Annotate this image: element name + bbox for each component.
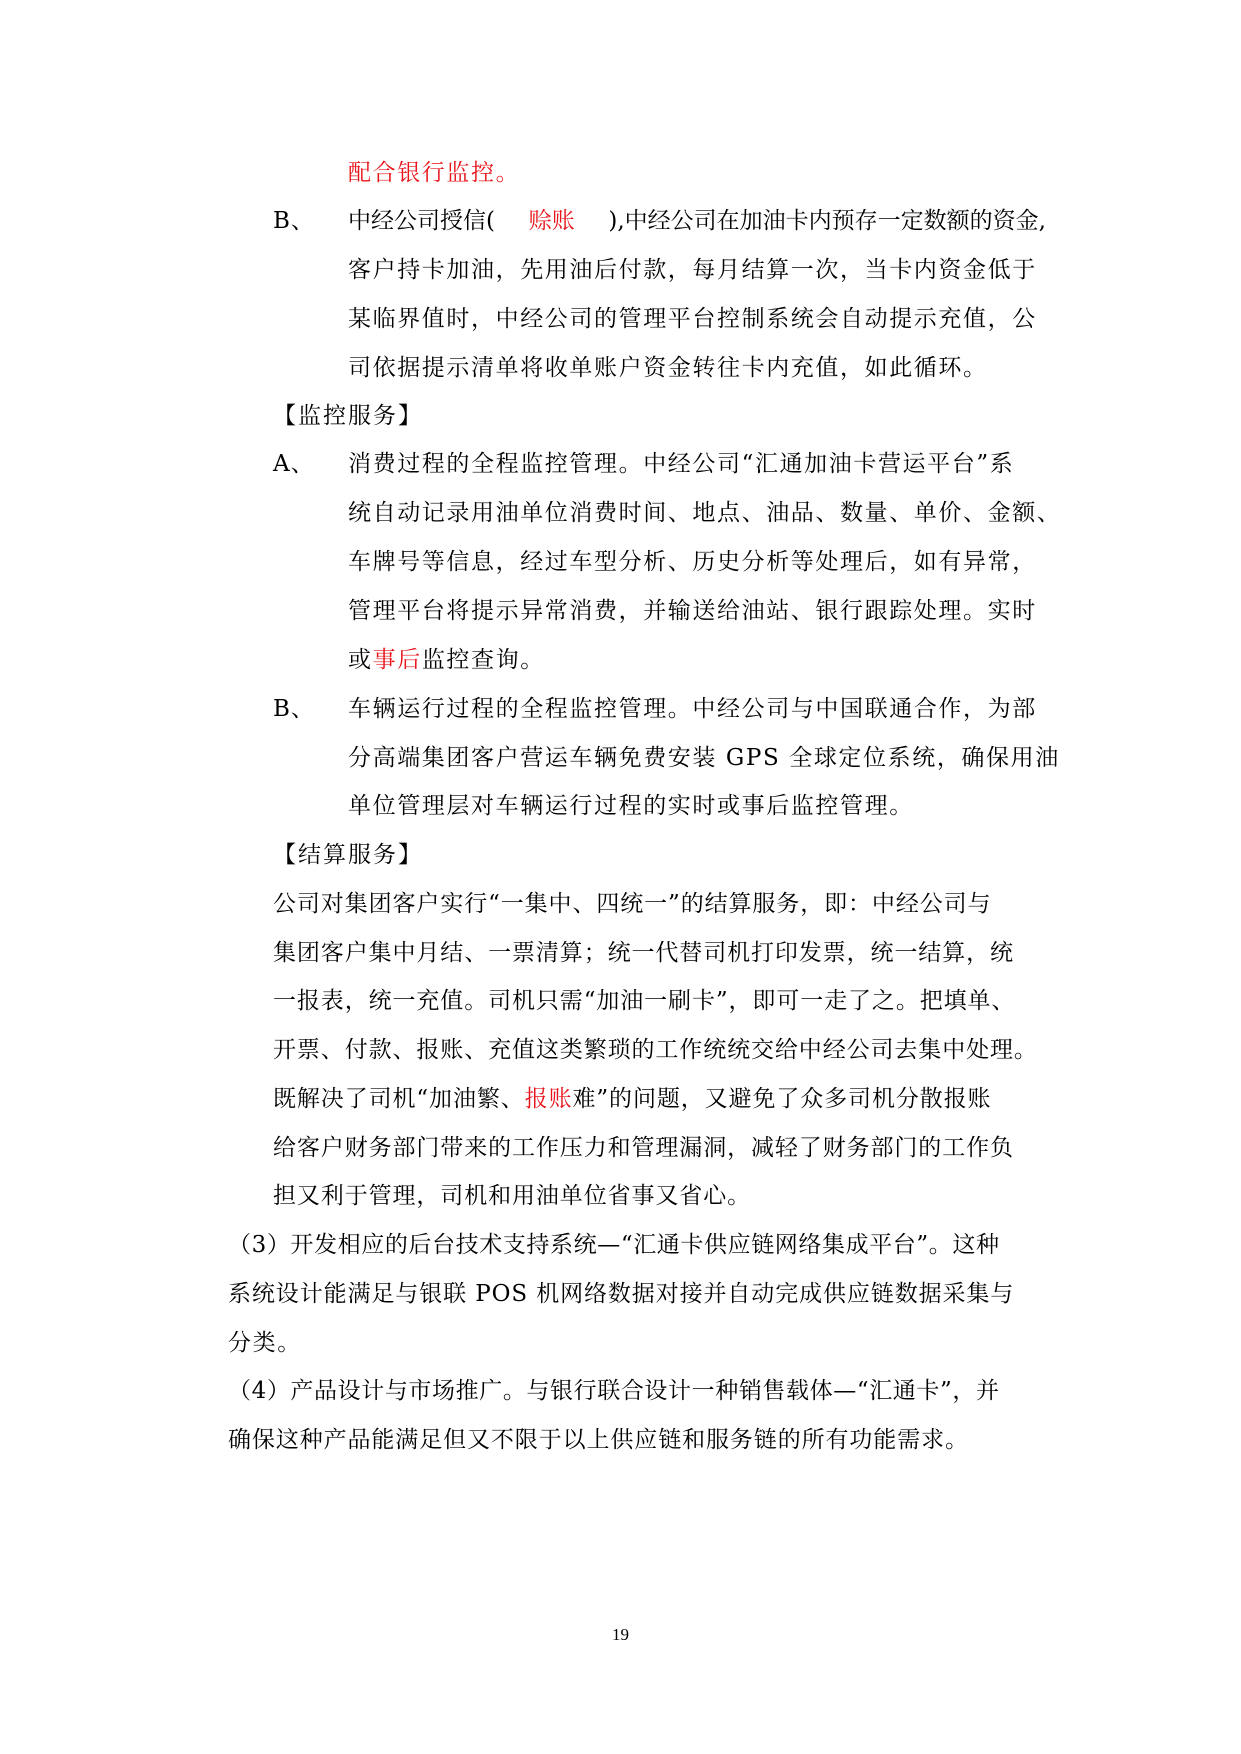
highlighted-text: 配合银行监控。	[348, 160, 521, 186]
paragraph-line	[348, 645, 545, 675]
section-heading: 【监控服务】	[273, 403, 423, 429]
paragraph-line	[348, 158, 520, 188]
paragraph-line: 某临界值时，中经公司的管理平台控制系统会自动提示充值，公	[348, 306, 1037, 332]
paragraph-line: 公司对集团客户实行“一集中、四统一”的结算服务，即：中经公司与	[273, 891, 992, 917]
page-number: 19	[612, 1625, 629, 1644]
highlighted-text: 报账	[524, 1086, 573, 1112]
text-segment: 或	[348, 647, 373, 673]
paragraph-line: 给客户财务部门带来的工作压力和管理漏洞，减轻了财务部门的工作负	[273, 1135, 1014, 1161]
paragraph-line: 集团客户集中月结、一票清算；统一代替司机打印发票，统一结算，统	[273, 940, 1014, 966]
list-marker: B、	[273, 208, 315, 234]
highlighted-text: 赊账	[528, 208, 575, 234]
paragraph-line: 消费过程的全程监控管理。中经公司“汇通加油卡营运平台”系	[348, 451, 1015, 477]
paragraph-line: 统自动记录用油单位消费时间、地点、油品、数量、单价、金额、	[348, 500, 1062, 526]
paragraph-line: 一报表，统一充值。司机只需“加油一刷卡”，即可一走了之。把填单、	[273, 988, 1016, 1014]
text-segment: 中经公司授信(	[348, 208, 495, 234]
paragraph-line: 担又利于管理，司机和用油单位省事又省心。	[273, 1183, 751, 1209]
paragraph-line: 分高端集团客户营运车辆免费安装 GPS 全球定位系统，确保用油	[348, 745, 1060, 771]
paragraph-line: 车牌号等信息，经过车型分析、历史分析等处理后，如有异常，	[348, 549, 1037, 575]
paragraph-line	[273, 1084, 991, 1114]
paragraph-line: 开票、付款、报账、充值这类繁琐的工作统统交给中经公司去集中处理。	[273, 1037, 1038, 1063]
list-marker: B、	[273, 696, 315, 722]
highlighted-text: 事后	[372, 647, 422, 673]
paragraph-line: 客户持卡加油，先用油后付款，每月结算一次，当卡内资金低于	[348, 257, 1037, 283]
paragraph-line: 系统设计能满足与银联 POS 机网络数据对接并自动完成供应链数据采集与	[228, 1281, 1015, 1307]
paragraph-line: 确保这种产品能满足但又不限于以上供应链和服务链的所有功能需求。	[228, 1427, 969, 1453]
list-marker: A、	[273, 451, 315, 477]
paragraph-line: 单位管理层对车辆运行过程的实时或事后监控管理。	[348, 793, 914, 819]
paragraph-line	[348, 206, 1046, 236]
paragraph-line: （4）产品设计与市场推广。与银行联合设计一种销售载体—“汇通卡”，并	[228, 1378, 1000, 1404]
text-segment: 既解决了司机“加油繁、	[273, 1086, 525, 1112]
paragraph-line: 分类。	[228, 1330, 302, 1356]
paragraph-line: 司依据提示清单将收单账户资金转往卡内充值，如此循环。	[348, 355, 988, 381]
section-heading: 【结算服务】	[273, 842, 423, 868]
paragraph-line: （3）开发相应的后台技术支持系统—“汇通卡供应链网络集成平台”。这种	[228, 1232, 1000, 1258]
text-segment: 难”的问题，又避免了众多司机分散报账	[572, 1086, 992, 1112]
text-segment: 监控查询。	[421, 647, 545, 673]
paragraph-line: 管理平台将提示异常消费，并输送给油站、银行跟踪处理。实时	[348, 598, 1037, 624]
text-segment: ),中经公司在加油卡内预存一定数额的资金,	[608, 208, 1046, 234]
paragraph-line: 车辆运行过程的全程监控管理。中经公司与中国联通合作，为部	[348, 696, 1037, 722]
